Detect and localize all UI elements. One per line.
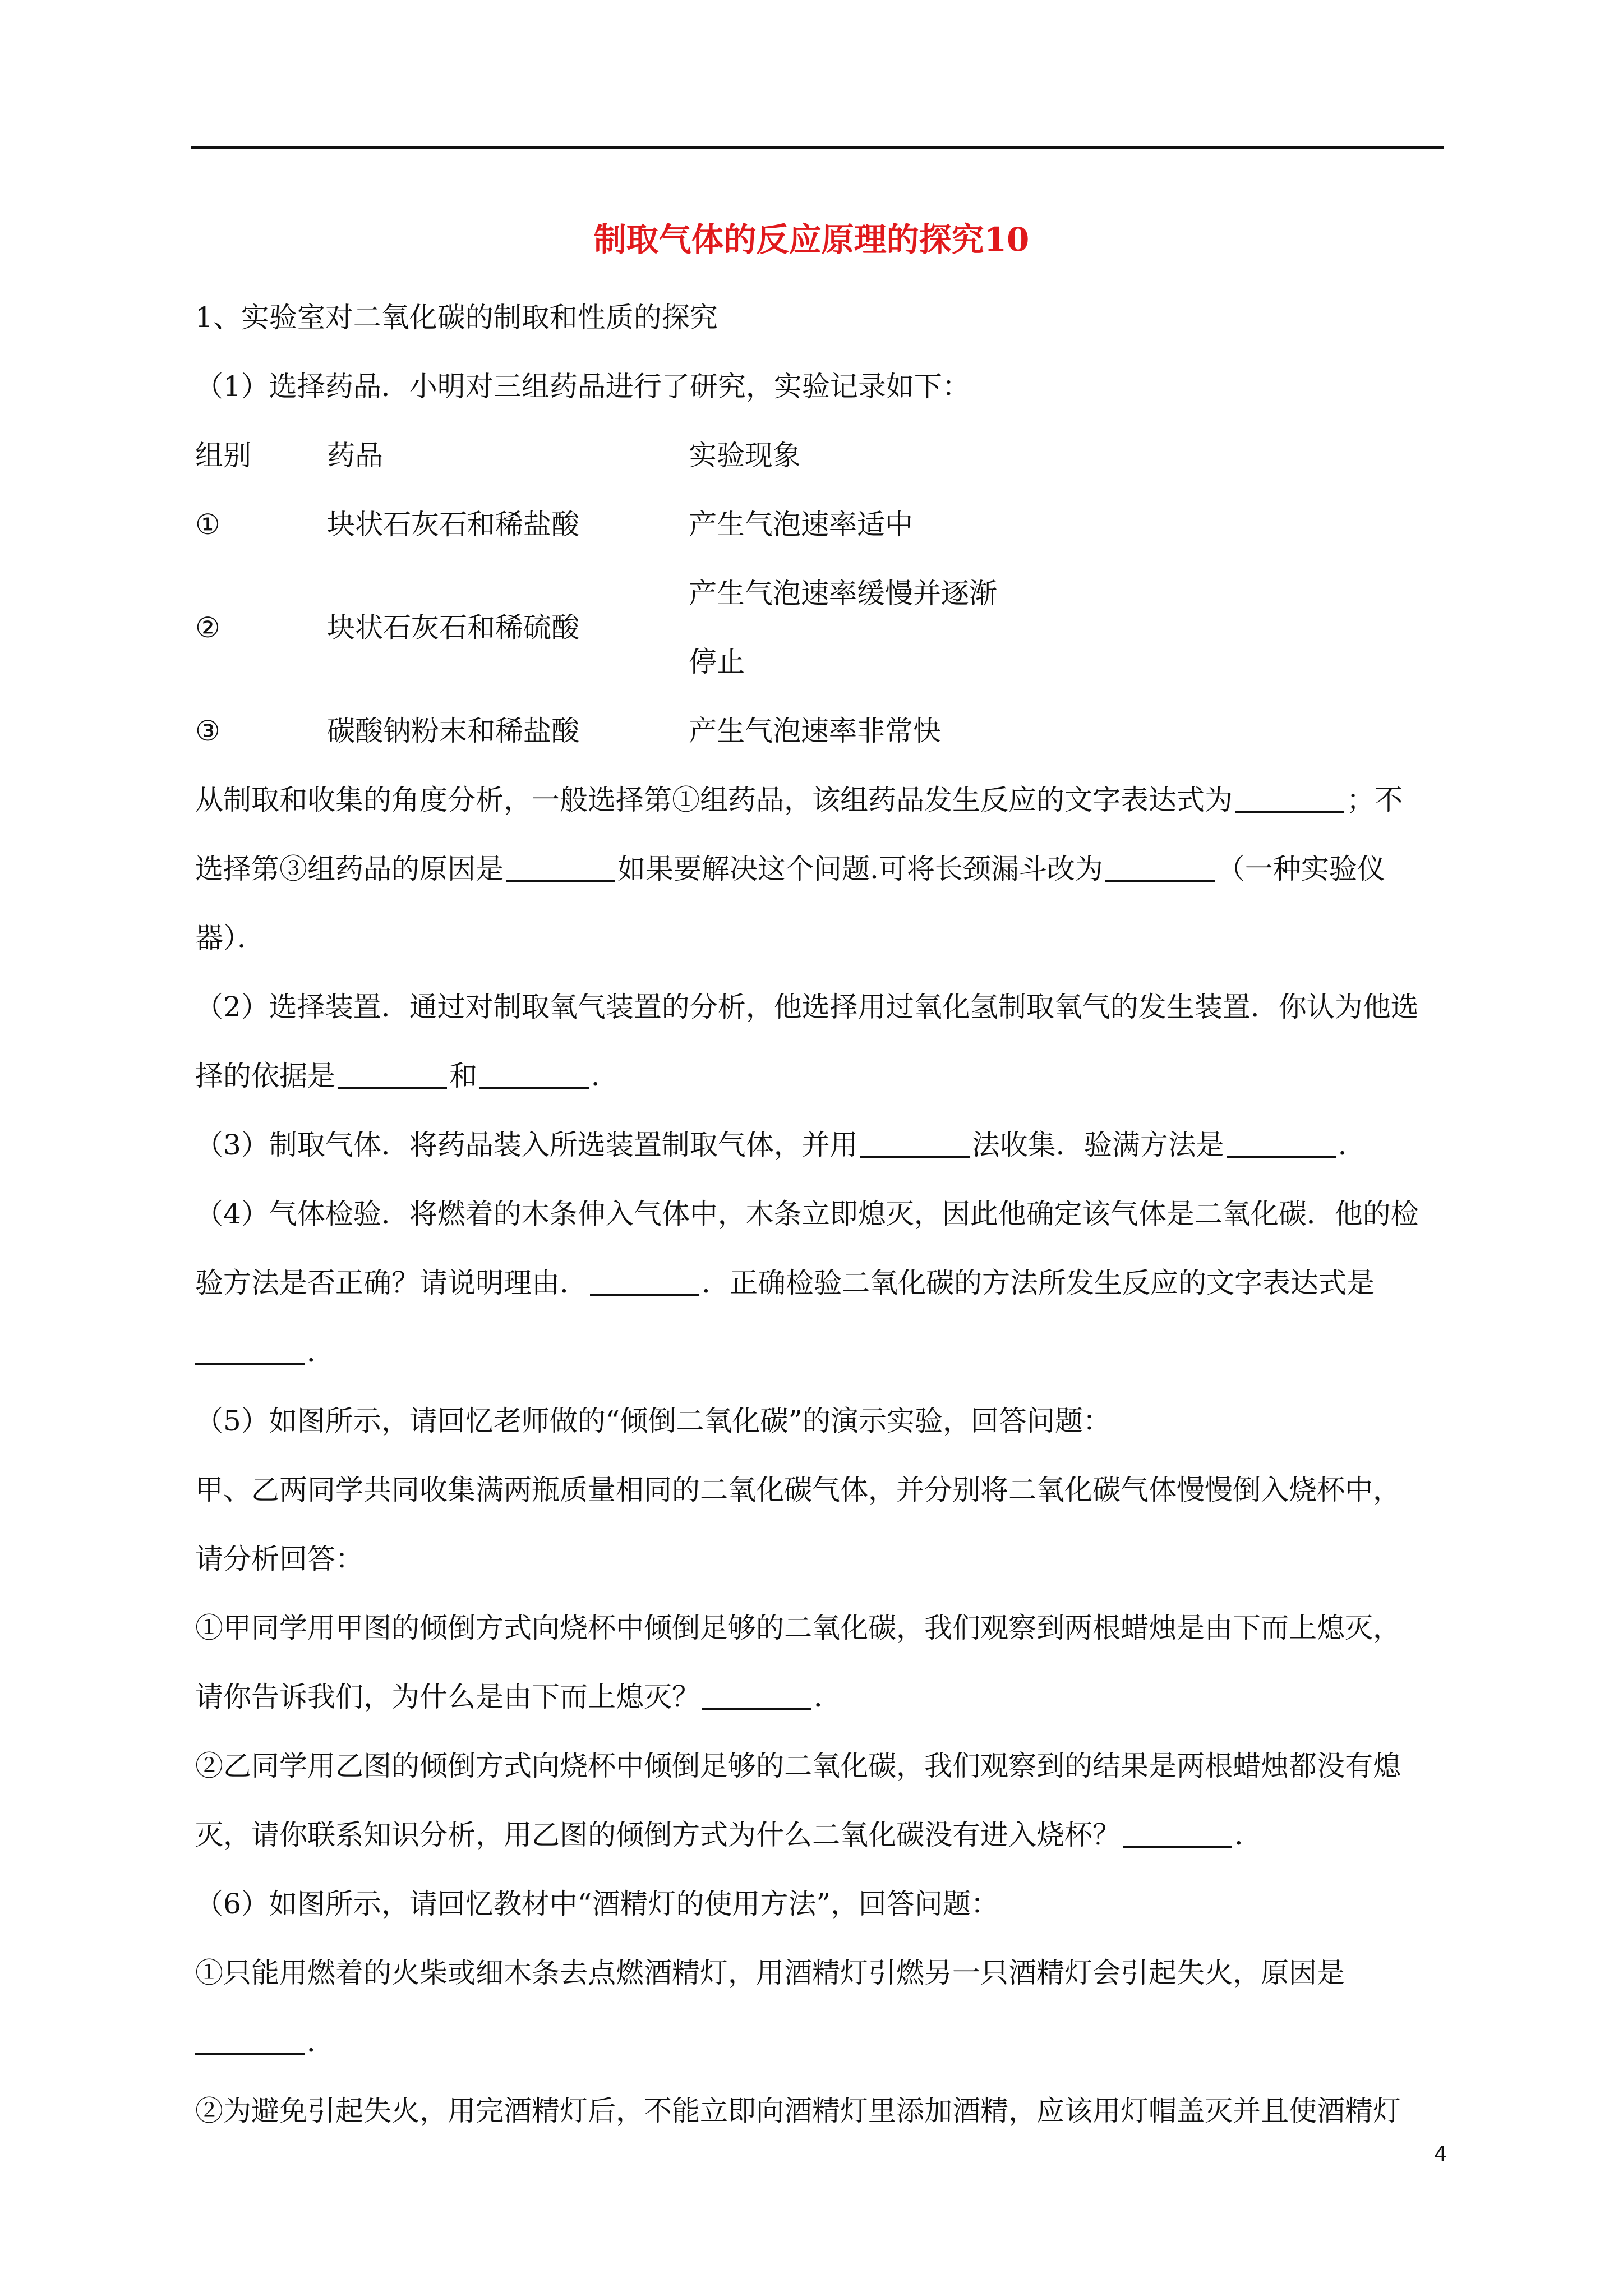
answer-blank[interactable] [590,1263,699,1296]
table-cell-group: ① [195,508,220,541]
document-title: 制取气体的反应原理的探究10 [593,220,1030,259]
answer-blank[interactable] [1105,849,1215,882]
part4-text: ． [307,1336,335,1368]
table-header-row [195,421,1443,490]
table-cell-phenomenon: 产生气泡速率适中 [689,508,913,541]
analysis-text: （一种实验仪 [1216,853,1385,885]
part5-text: ． [814,1681,842,1713]
part5-text: ． [1234,1819,1262,1851]
part5-text: 请你告诉我们，为什么是由下而上熄灭？ [195,1681,700,1713]
table-cell-reagents: 碳酸钠粉末和稀盐酸 [327,715,579,747]
part5-line-6: ②乙同学用乙图的倾倒方式向烧杯中倾倒足够的二氧化碳，我们观察到的结果是两根蜡烛都没有熄 [195,1750,1401,1782]
part3-line [195,1111,1443,1180]
analysis-line-3: 器）． [195,922,265,954]
header-rule [191,146,1444,149]
answer-blank[interactable] [338,1056,447,1089]
experiment-table [195,421,1443,766]
analysis-text: 如果要解决这个问题.可将长颈漏斗改为 [617,853,1103,885]
part4-text: ．正确检验二氧化碳的方法所发生反应的文字表达式是 [702,1267,1375,1299]
analysis-text: 从制取和收集的角度分析，一般选择第①组药品，该组药品发生反应的文字表达式为 [195,784,1233,816]
part3-text: （3）制取气体．将药品装入所选装置制取气体，并用 [195,1129,858,1161]
answer-blank[interactable] [1235,780,1344,813]
table-cell-phenomenon: 产生气泡速率非常快 [689,715,941,747]
table-cell-reagents: 块状石灰石和稀硫酸 [327,611,579,644]
table-cell-phenomenon: 产生气泡速率缓慢并逐渐停止 [689,577,997,678]
part1-intro: （1）选择药品．小明对三组药品进行了研究，实验记录如下： [195,370,970,403]
part6-line-2: ①只能用燃着的火柴或细木条去点燃酒精灯，用酒精灯引燃另一只酒精灯会引起失火，原因是 [195,1957,1345,1989]
answer-blank[interactable] [479,1056,589,1089]
table-cell-group: ③ [195,715,220,747]
part6-line-3 [195,2008,1443,2077]
answer-blank[interactable] [1227,1125,1336,1158]
part2-line-1: （2）选择装置．通过对制取氧气装置的分析，他选择用过氧化氢制取氧气的发生装置．你认为他选 [195,991,1419,1023]
part6-line-1: （6）如图所示，请回忆教材中“酒精灯的使用方法”，回答问题： [195,1888,999,1920]
part5-line-3: 请分析回答： [195,1543,363,1575]
part4-line-1: （4）气体检验．将燃着的木条伸入气体中，木条立即熄灭，因此他确定该气体是二氧化碳．他的检 [195,1198,1419,1230]
answer-blank[interactable] [860,1125,970,1158]
table-header-group: 组别 [195,439,251,472]
part3-text: ． [1338,1129,1366,1161]
part2-text: 择的依据是 [195,1060,335,1092]
table-row [195,697,1443,766]
part6-text: ． [307,2026,335,2058]
analysis-text: 选择第③组药品的原因是 [195,853,504,885]
part4-line-2 [195,1249,1443,1318]
part3-text: 法收集．验满方法是 [971,1129,1224,1161]
table-header-phenomenon: 实验现象 [689,439,801,472]
analysis-text: ；不 [1347,784,1403,816]
question-heading: 1、实验室对二氧化碳的制取和性质的探究 [195,301,718,334]
answer-blank[interactable] [195,1332,305,1365]
part5-line-1: （5）如图所示，请回忆老师做的“倾倒二氧化碳”的演示实验，回答问题： [195,1405,1111,1437]
table-cell-group: ② [195,611,220,644]
analysis-line-2 [195,835,1443,904]
answer-blank[interactable] [195,2022,305,2055]
part4-line-3 [195,1318,1443,1387]
analysis-line-1 [195,766,1443,835]
part5-line-4: ①甲同学用甲图的倾倒方式向烧杯中倾倒足够的二氧化碳，我们观察到两根蜡烛是由下而上熄灭， [195,1612,1401,1644]
part4-text: 验方法是否正确？请说明理由． [195,1267,588,1299]
answer-blank[interactable] [702,1677,811,1710]
table-header-reagents: 药品 [327,439,383,472]
part6-line-4: ②为避免引起失火，用完酒精灯后，不能立即向酒精灯里添加酒精，应该用灯帽盖灭并且使酒精灯 [195,2095,1401,2127]
answer-blank[interactable] [1123,1815,1232,1848]
question-body [195,283,1443,2146]
part5-line-5 [195,1663,1443,1732]
part5-line-2: 甲、乙两同学共同收集满两瓶质量相同的二氧化碳气体，并分别将二氧化碳气体慢慢倒入烧杯中， [195,1474,1401,1506]
part5-line-7 [195,1801,1443,1870]
table-row [195,559,1443,697]
part2-line-2 [195,1042,1443,1111]
page-number: 4 [1434,2143,1447,2166]
part2-text: ． [591,1060,619,1092]
part5-text: 灭，请你联系知识分析，用乙图的倾倒方式为什么二氧化碳没有进入烧杯？ [195,1819,1121,1851]
part2-text: 和 [449,1060,477,1092]
table-cell-reagents: 块状石灰石和稀盐酸 [327,508,579,541]
table-row [195,490,1443,559]
answer-blank[interactable] [506,849,615,882]
